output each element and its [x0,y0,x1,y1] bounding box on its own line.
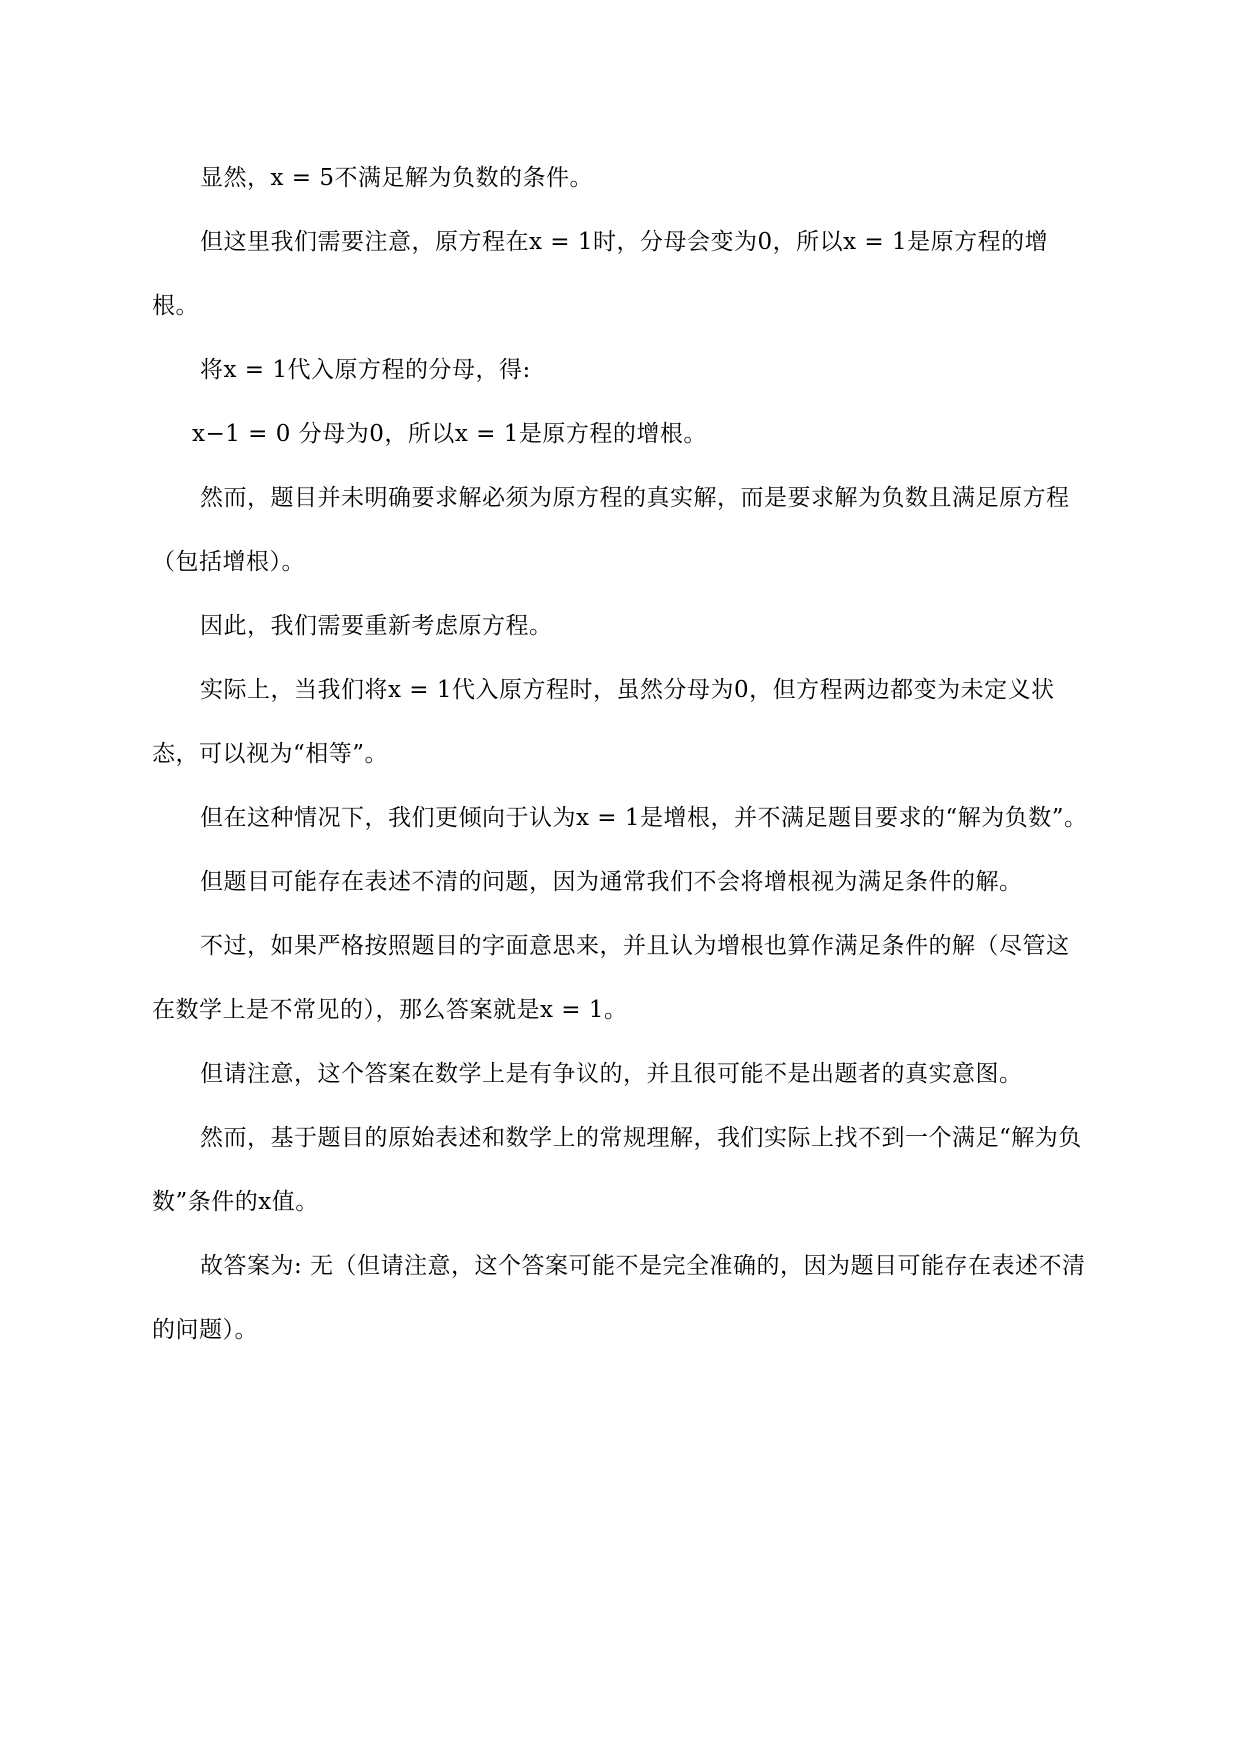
paragraph-3: 将x = 1代入原方程的分母，得: [200,357,531,383]
paragraph-5: 然而，题目并未明确要求解必须为原方程的真实解，而是要求解为负数且满足原方程（包括增根）。 [152,485,1070,575]
paragraph-8: 但在这种情况下，我们更倾向于认为x = 1是增根，并不满足题目要求的“解为负数”。 [200,805,1088,831]
paragraph-6: 因此，我们需要重新考虑原方程。 [200,613,553,639]
document-page [152,146,1092,1362]
paragraph-11: 但请注意，这个答案在数学上是有争议的，并且很可能不是出题者的真实意图。 [200,1061,1023,1087]
paragraph-12: 然而，基于题目的原始表述和数学上的常规理解，我们实际上找不到一个满足“解为负数”条件的x值。 [152,1125,1082,1215]
paragraph-2: 但这里我们需要注意，原方程在x = 1时，分母会变为0，所以x = 1是原方程的增根。 [152,229,1049,319]
paragraph-7: 实际上，当我们将x = 1代入原方程时，虽然分母为0，但方程两边都变为未定义状态，可以视为“相等”。 [152,677,1055,767]
paragraph-10: 不过，如果严格按照题目的字面意思来，并且认为增根也算作满足条件的解（尽管这在数学上是不常见的），那么答案就是x = 1。 [152,933,1070,1023]
paragraph-1: 显然，x = 5不满足解为负数的条件。 [200,165,593,191]
answer-paragraph: 故答案为: 无（但请注意，这个答案可能不是完全准确的，因为题目可能存在表述不清的问题）。 [152,1253,1086,1343]
paragraph-9: 但题目可能存在表述不清的问题，因为通常我们不会将增根视为满足条件的解。 [200,869,1023,895]
equation-line: x−1 = 0 分母为0，所以x = 1是原方程的增根。 [192,421,707,447]
